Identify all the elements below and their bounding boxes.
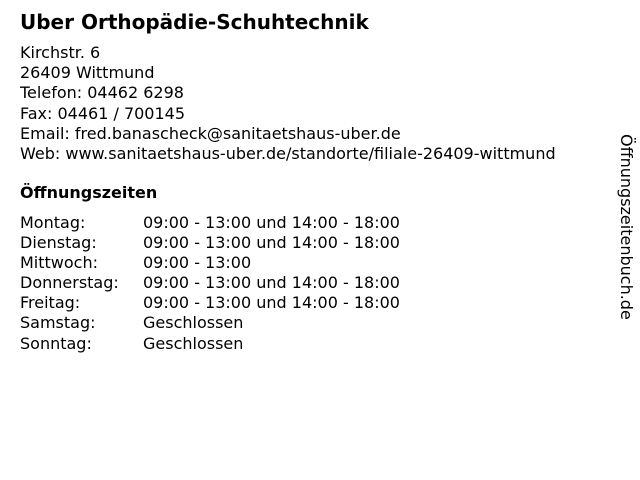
day-label: Sonntag: (20, 333, 92, 353)
site-watermark: Öffnungszeitenbuch.de (617, 134, 636, 320)
day-label: Montag: (20, 213, 86, 232)
day-label: Freitag: (20, 293, 81, 313)
opening-hours-table (20, 213, 580, 354)
hours-row-monday (20, 213, 580, 233)
hours-row-saturday (20, 313, 580, 333)
city-postcode: 26409 Wittmund (20, 63, 155, 83)
hours-row-tuesday (20, 233, 580, 253)
day-label: Samstag: (20, 313, 96, 333)
street-address: Kirchstr. 6 (20, 43, 101, 62)
day-label: Mittwoch: (20, 253, 98, 273)
phone-number: Telefon: 04462 6298 (20, 83, 184, 103)
time-value: 09:00 - 13:00 und 14:00 - 18:00 (143, 293, 400, 313)
website-url: Web: www.sanitaetshaus-uber.de/standorte/filiale-26409-wittmund (20, 144, 556, 164)
fax-number: Fax: 04461 / 700145 (20, 103, 186, 123)
day-label: Dienstag: (20, 233, 97, 253)
store-name: Uber Orthopädie-Schuhtechnik (20, 10, 369, 34)
day-label: Donnerstag: (20, 273, 119, 293)
time-value: Geschlossen (143, 333, 244, 353)
hours-row-wednesday (20, 253, 580, 273)
email-address: Email: fred.banascheck@sanitaetshaus-uber.de (20, 123, 401, 143)
hours-row-friday (20, 293, 580, 313)
time-value: 09:00 - 13:00 und 14:00 - 18:00 (143, 273, 400, 293)
time-value: 09:00 - 13:00 und 14:00 - 18:00 (143, 213, 400, 232)
opening-hours-heading: Öffnungszeiten (20, 183, 158, 202)
time-value: 09:00 - 13:00 (143, 253, 252, 273)
time-value: Geschlossen (143, 313, 244, 333)
time-value: 09:00 - 13:00 und 14:00 - 18:00 (143, 233, 400, 253)
hours-row-sunday (20, 334, 580, 354)
hours-row-thursday (20, 273, 580, 293)
contact-block (20, 43, 598, 164)
